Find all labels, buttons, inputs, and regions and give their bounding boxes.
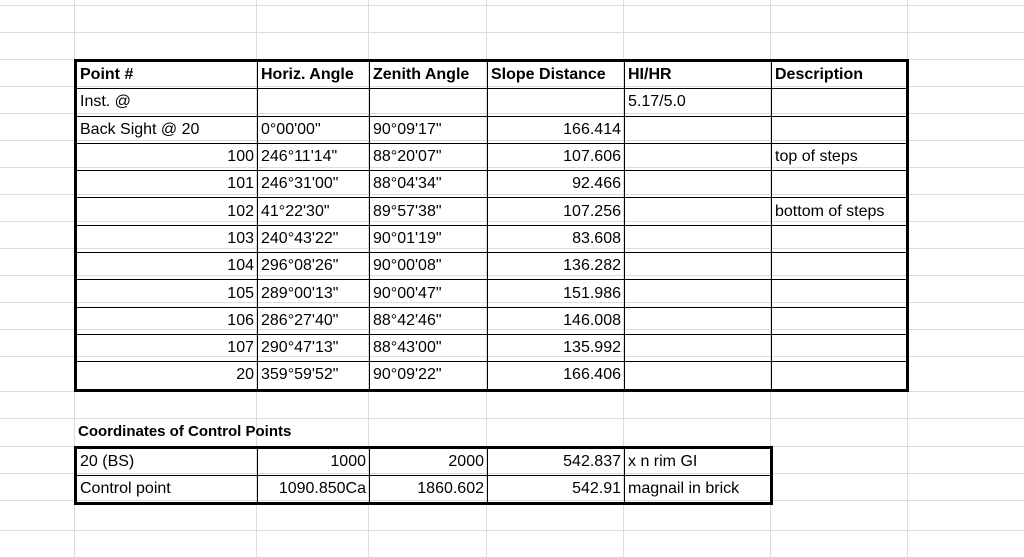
point-number[interactable]: 103 — [76, 225, 258, 252]
horiz-angle[interactable]: 246°11'14" — [258, 143, 370, 170]
horiz-angle[interactable]: 240°43'22" — [258, 225, 370, 252]
slope-distance[interactable]: 151.986 — [488, 280, 625, 307]
cell[interactable] — [772, 116, 908, 143]
cell[interactable] — [625, 225, 772, 252]
backsight-horiz[interactable]: 0°00'00" — [258, 116, 370, 143]
horiz-angle[interactable]: 296°08'26" — [258, 253, 370, 280]
table-row — [76, 280, 908, 307]
control-name[interactable]: 20 (BS) — [76, 448, 258, 476]
description[interactable] — [772, 362, 908, 390]
cell[interactable] — [625, 171, 772, 198]
inst-hihr[interactable]: 5.17/5.0 — [625, 89, 772, 116]
control-points-table — [74, 446, 773, 505]
cell[interactable] — [625, 280, 772, 307]
control-description[interactable]: magnail in brick — [625, 476, 772, 504]
cell[interactable] — [625, 307, 772, 334]
cell[interactable] — [625, 362, 772, 390]
header-description[interactable]: Description — [772, 61, 908, 89]
table-row — [76, 171, 908, 198]
table-row — [76, 334, 908, 361]
description[interactable]: bottom of steps — [772, 198, 908, 225]
backsight-slope[interactable]: 166.414 — [488, 116, 625, 143]
header-horiz-angle[interactable]: Horiz. Angle — [258, 61, 370, 89]
horiz-angle[interactable]: 286°27'40" — [258, 307, 370, 334]
horiz-angle[interactable]: 290°47'13" — [258, 334, 370, 361]
table-row — [76, 476, 772, 504]
point-number[interactable]: 106 — [76, 307, 258, 334]
table-row — [76, 362, 908, 390]
backsight-row — [76, 116, 908, 143]
description[interactable] — [772, 171, 908, 198]
table-row — [76, 225, 908, 252]
zenith-angle[interactable]: 88°43'00" — [370, 334, 488, 361]
control-elevation[interactable]: 542.91 — [488, 476, 625, 504]
table-row — [76, 307, 908, 334]
zenith-angle[interactable]: 88°42'46" — [370, 307, 488, 334]
table-row — [76, 448, 772, 476]
slope-distance[interactable]: 166.406 — [488, 362, 625, 390]
point-number[interactable]: 105 — [76, 280, 258, 307]
header-zenith-angle[interactable]: Zenith Angle — [370, 61, 488, 89]
control-elevation[interactable]: 542.837 — [488, 448, 625, 476]
survey-table — [74, 59, 909, 392]
horiz-angle[interactable]: 289°00'13" — [258, 280, 370, 307]
horiz-angle[interactable]: 41°22'30" — [258, 198, 370, 225]
description[interactable] — [772, 253, 908, 280]
zenith-angle[interactable]: 88°04'34" — [370, 171, 488, 198]
survey-header-row — [76, 61, 908, 89]
description[interactable] — [772, 334, 908, 361]
cell[interactable] — [625, 116, 772, 143]
cell[interactable] — [772, 89, 908, 116]
slope-distance[interactable]: 83.608 — [488, 225, 625, 252]
control-points-title[interactable]: Coordinates of Control Points — [78, 423, 292, 440]
point-number[interactable]: 20 — [76, 362, 258, 390]
control-y[interactable]: 2000 — [370, 448, 488, 476]
cell[interactable] — [488, 89, 625, 116]
point-number[interactable]: 102 — [76, 198, 258, 225]
control-x[interactable]: 1000 — [258, 448, 370, 476]
slope-distance[interactable]: 146.008 — [488, 307, 625, 334]
zenith-angle[interactable]: 90°00'47" — [370, 280, 488, 307]
slope-distance[interactable]: 136.282 — [488, 253, 625, 280]
cell[interactable] — [625, 334, 772, 361]
header-hi-hr[interactable]: HI/HR — [625, 61, 772, 89]
zenith-angle[interactable]: 90°01'19" — [370, 225, 488, 252]
cell[interactable] — [625, 143, 772, 170]
table-row — [76, 198, 908, 225]
description[interactable] — [772, 225, 908, 252]
horiz-angle[interactable]: 246°31'00" — [258, 171, 370, 198]
inst-row — [76, 89, 908, 116]
description[interactable]: top of steps — [772, 143, 908, 170]
cell[interactable] — [625, 198, 772, 225]
description[interactable] — [772, 280, 908, 307]
cell[interactable] — [258, 89, 370, 116]
zenith-angle[interactable]: 90°09'22" — [370, 362, 488, 390]
slope-distance[interactable]: 107.256 — [488, 198, 625, 225]
slope-distance[interactable]: 107.606 — [488, 143, 625, 170]
zenith-angle[interactable]: 88°20'07" — [370, 143, 488, 170]
table-row — [76, 253, 908, 280]
description[interactable] — [772, 307, 908, 334]
slope-distance[interactable]: 135.992 — [488, 334, 625, 361]
zenith-angle[interactable]: 90°00'08" — [370, 253, 488, 280]
backsight-label[interactable]: Back Sight @ 20 — [76, 116, 258, 143]
point-number[interactable]: 100 — [76, 143, 258, 170]
cell[interactable] — [625, 253, 772, 280]
table-row — [76, 143, 908, 170]
zenith-angle[interactable]: 89°57'38" — [370, 198, 488, 225]
inst-label[interactable]: Inst. @ — [76, 89, 258, 116]
point-number[interactable]: 101 — [76, 171, 258, 198]
point-number[interactable]: 104 — [76, 253, 258, 280]
slope-distance[interactable]: 92.466 — [488, 171, 625, 198]
header-point[interactable]: Point # — [76, 61, 258, 89]
backsight-zenith[interactable]: 90°09'17" — [370, 116, 488, 143]
control-x[interactable]: 1090.850Ca — [258, 476, 370, 504]
control-name[interactable]: Control point — [76, 476, 258, 504]
control-description[interactable]: x n rim GI — [625, 448, 772, 476]
control-y[interactable]: 1860.602 — [370, 476, 488, 504]
horiz-angle[interactable]: 359°59'52" — [258, 362, 370, 390]
header-slope-distance[interactable]: Slope Distance — [488, 61, 625, 89]
cell[interactable] — [370, 89, 488, 116]
point-number[interactable]: 107 — [76, 334, 258, 361]
